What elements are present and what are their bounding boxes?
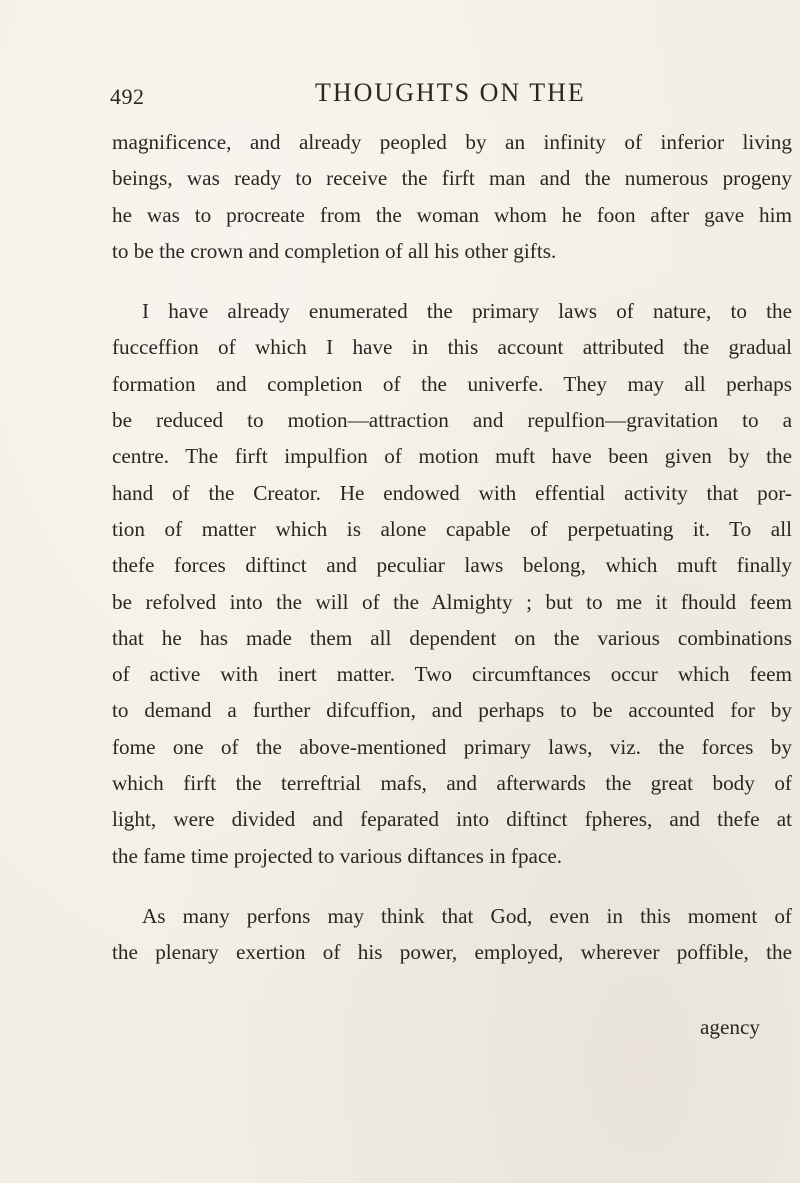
text-line: fome one of the above-mentioned primary laws, viz. the forces by: [112, 734, 792, 759]
text-line: to demand a further difcuffion, and perhaps to be accounted for by: [112, 698, 792, 723]
text-line: thefe forces diftinct and peculiar laws belong, which muft finally: [112, 553, 792, 578]
text-line: As many perfons may think that God, even in this moment of: [142, 903, 792, 928]
paragraph-2: [112, 293, 792, 874]
text-line: which firft the terreftrial mafs, and afterwards the great body of: [112, 771, 792, 796]
paragraph-gap: [112, 269, 792, 293]
running-head: [110, 78, 790, 114]
body-text: [112, 124, 792, 971]
text-line: I have already enumerated the primary laws of nature, to the: [142, 299, 792, 324]
text-line: the plenary exertion of his power, employed, wherever poffible, the: [112, 940, 792, 965]
text-line: of active with inert matter. Two circumftances occur which feem: [112, 662, 792, 687]
paragraph-gap: [112, 874, 792, 898]
text-line: hand of the Creator. He endowed with effential activity that por-: [112, 480, 792, 505]
text-line: light, were divided and feparated into diftinct fpheres, and thefe at: [112, 807, 792, 832]
text-line: centre. The firft impulfion of motion muft have been given by the: [112, 444, 792, 469]
text-line: beings, was ready to receive the firft man and the numerous progeny: [112, 166, 792, 191]
text-line: he was to procreate from the woman whom he foon after gave him: [112, 202, 792, 227]
paragraph-3: [112, 898, 792, 971]
text-line: fucceffion of which I have in this account attributed the gradual: [112, 335, 792, 360]
page-number: 492: [110, 84, 145, 109]
text-line: that he has made them all dependent on the various combinations: [112, 625, 792, 650]
running-title: THOUGHTS ON THE: [315, 78, 586, 107]
text-line: magnificence, and already peopled by an infinity of inferior living: [112, 130, 792, 154]
text-line: be reduced to motion—attraction and repulfion—gravitation to a: [112, 408, 792, 433]
text-line: the fame time projected to various diftances in fpace.: [112, 843, 563, 868]
text-line: to be the crown and completion of all his other gifts.: [112, 238, 557, 263]
paragraph-1: [112, 124, 792, 269]
catchword: agency: [700, 1015, 760, 1039]
text-line: formation and completion of the univerfe. They may all perhaps: [112, 371, 792, 396]
text-line: be refolved into the will of the Almighty ; but to me it fhould feem: [112, 589, 792, 614]
text-line: tion of matter which is alone capable of perpetuating it. To all: [112, 516, 792, 541]
